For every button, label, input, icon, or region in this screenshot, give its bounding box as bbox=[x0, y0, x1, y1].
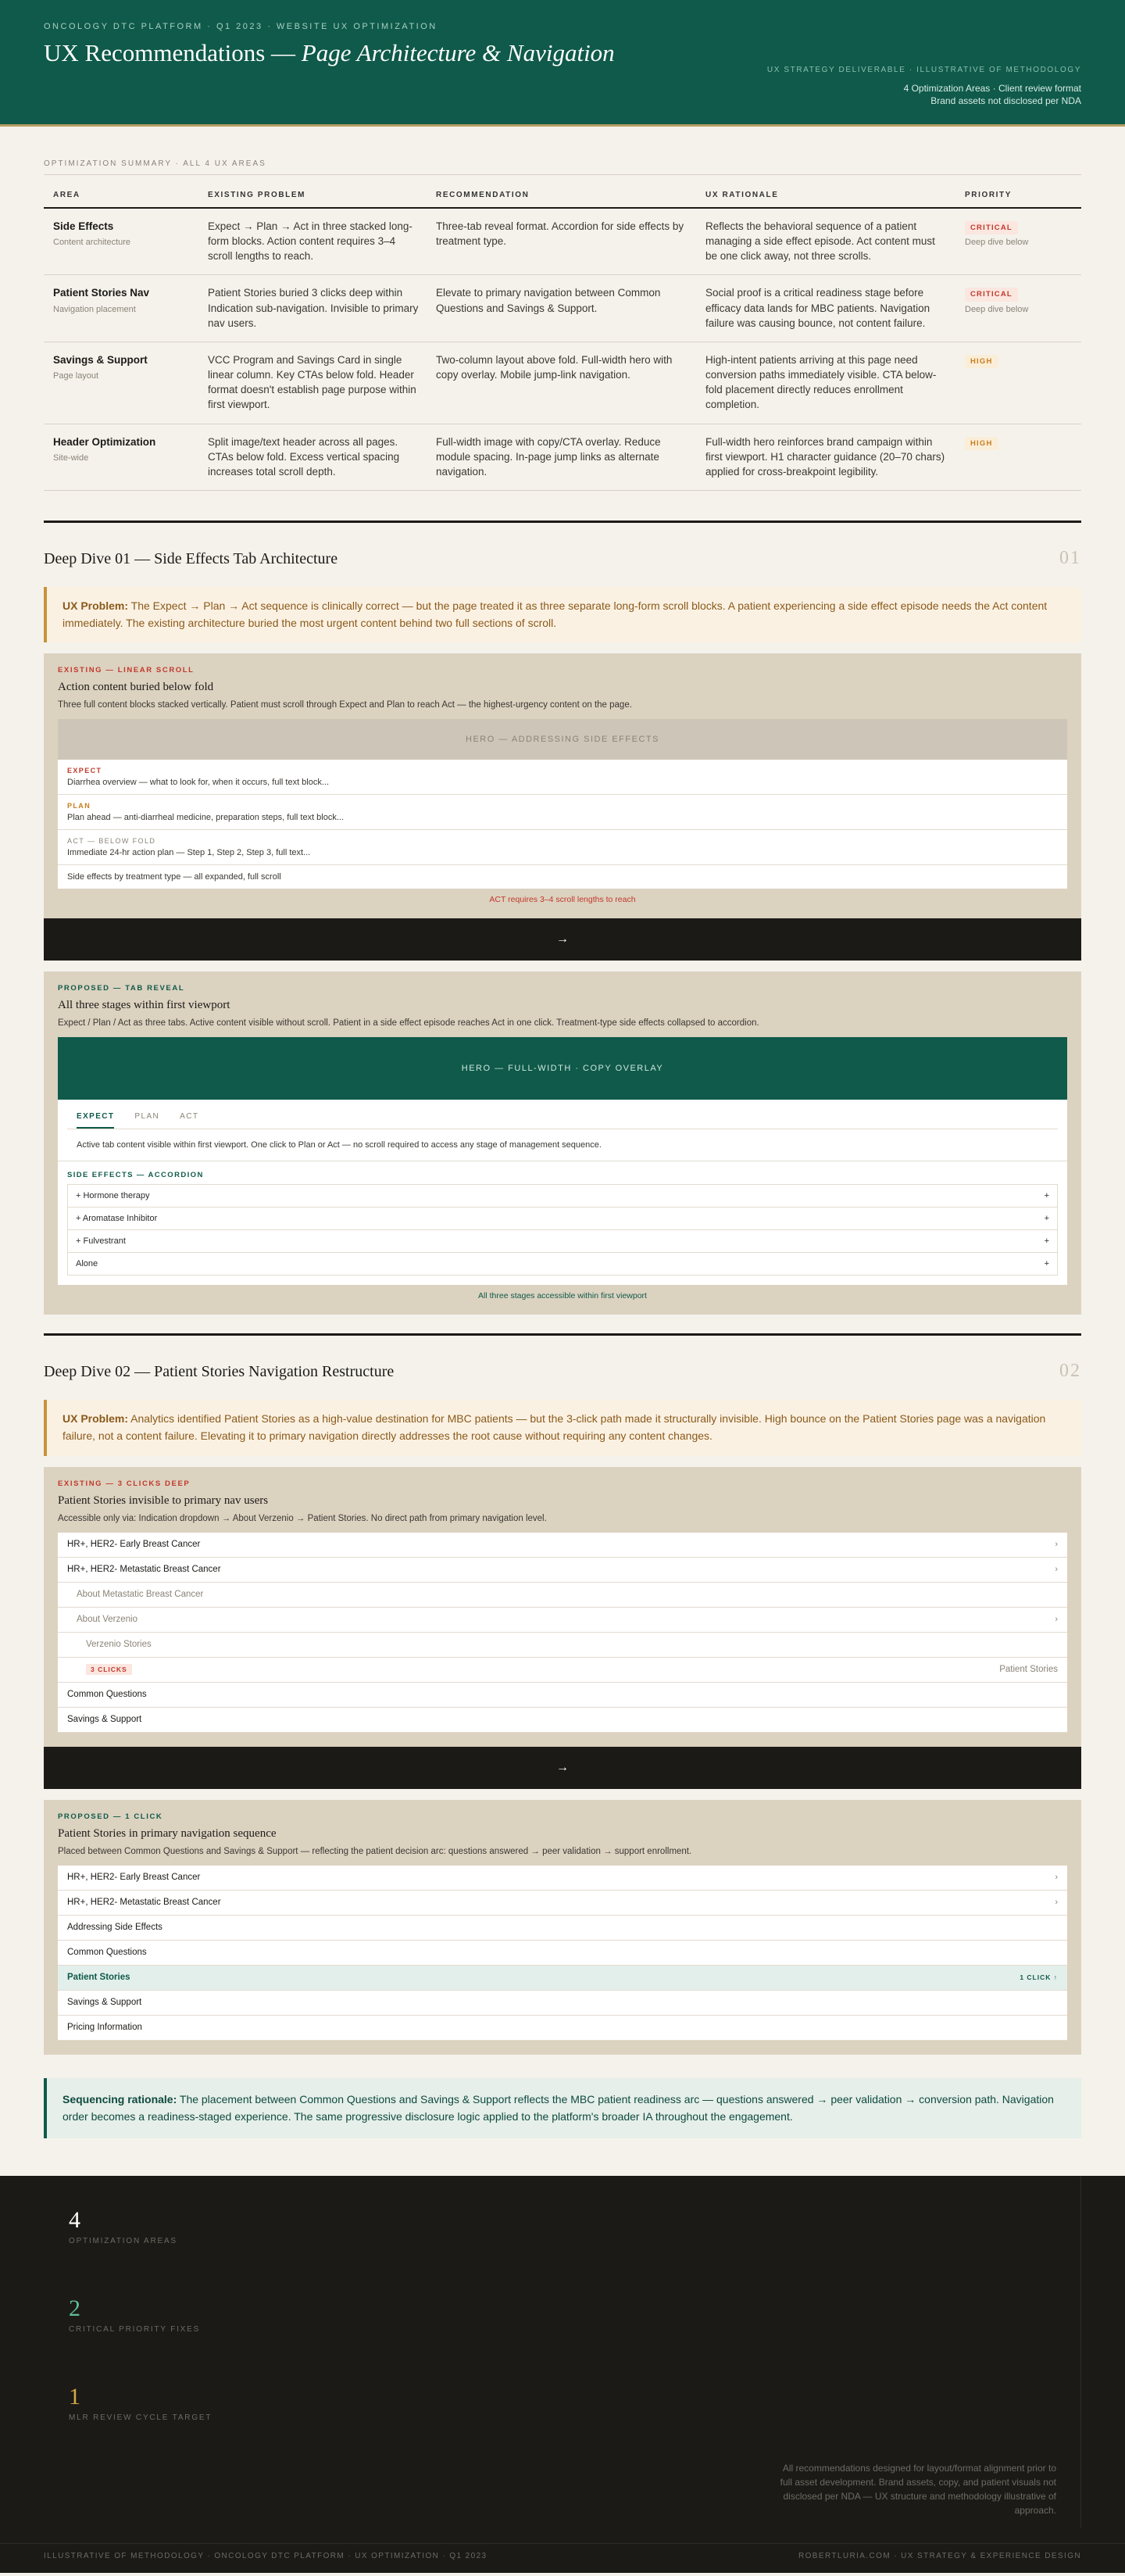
arrow-right-icon: → bbox=[44, 1747, 1081, 1789]
plus-icon: + bbox=[1044, 1214, 1049, 1224]
rationale-cell: Reflects the behavioral sequence of a patient managing a side effect episode. Act content must be one click away, not three scrolls. bbox=[696, 208, 955, 275]
proposed-1-click-panel bbox=[44, 1800, 1081, 2055]
block-act: ACT — BELOW FOLD Immediate 24-hr action plan — Step 1, Step 2, Step 3, full text... bbox=[58, 830, 1067, 865]
column-header: AREA bbox=[44, 191, 198, 208]
section-divider bbox=[44, 521, 1081, 523]
panel-label: EXISTING — LINEAR SCROLL bbox=[58, 666, 195, 675]
table-row bbox=[44, 208, 1081, 275]
nav-subitem[interactable]: 3 CLICKS Patient Stories bbox=[58, 1658, 1067, 1683]
panel-desc: Three full content blocks stacked vertically. Patient must scroll through Expect and Plan to reach Act — the highest-urgency content on the page. bbox=[58, 700, 632, 710]
table-row bbox=[44, 424, 1081, 490]
priority-cell bbox=[955, 208, 1081, 275]
hero-placeholder: HERO — ADDRESSING SIDE EFFECTS bbox=[58, 719, 1067, 760]
arrow-right-icon: → bbox=[44, 918, 1081, 961]
priority-note: Deep dive below bbox=[965, 304, 1029, 314]
problem-cell: Split image/text header across all pages. CTAs below fold. Excess vertical spacing increases total scroll depth. bbox=[198, 424, 427, 490]
nav-item[interactable]: HR+, HER2- Early Breast Cancer › bbox=[58, 1533, 1067, 1558]
block-plan: PLAN Plan ahead — anti-diarrheal medicine, preparation steps, full text block... bbox=[58, 795, 1067, 830]
chevron-right-icon: › bbox=[1055, 1898, 1058, 1908]
block-side-effects: Side effects by treatment type — all expanded, full scroll bbox=[67, 872, 281, 882]
stat-optimization-areas: 4 OPTIMIZATION AREAS bbox=[69, 2206, 177, 2245]
proposed-nav-mockup bbox=[58, 1866, 1067, 2041]
page-header bbox=[0, 0, 1125, 127]
panel-desc: Placed between Common Questions and Savings & Support — reflecting the patient decision arc: questions answered → peer validation → support enrollment. bbox=[58, 1846, 692, 1856]
deep-dive-1-title: Deep Dive 01 — Side Effects Tab Architecture bbox=[44, 550, 338, 568]
footer-note: All recommendations designed for layout/format alignment prior to full asset development. Brand assets, copy, and patient visuals not disclosed per NDA — UX structure and methodology illustrative of approach. bbox=[780, 2462, 1056, 2516]
panel-title: Action content buried below fold bbox=[58, 681, 214, 694]
column-header: EXISTING PROBLEM bbox=[198, 191, 427, 208]
deep-dive-1-number: 01 bbox=[1059, 548, 1081, 569]
nav-item[interactable]: Common Questions bbox=[58, 1941, 1067, 1966]
tab-mockup bbox=[58, 1100, 1067, 1285]
nav-item[interactable]: Pricing Information bbox=[58, 2016, 1067, 2041]
nav-item[interactable]: HR+, HER2- Metastatic Breast Cancer › bbox=[58, 1891, 1067, 1916]
chevron-right-icon: › bbox=[1055, 1873, 1058, 1883]
ux-problem-callout: UX Problem: Analytics identified Patient Stories as a high-value destination for MBC patients — but the 3-click path made it structurally invisible. High bounce on the Patient Stories page was a navigation failure, not a content failure. Elevating it to primary navigation directly addresses the root cause without requiring any content changes. bbox=[44, 1400, 1081, 1455]
footer-divider bbox=[1080, 2176, 1081, 2528]
column-header: RECOMMENDATION bbox=[427, 191, 696, 208]
area-cell: Side Effects Content architecture bbox=[44, 208, 198, 275]
panel-label: PROPOSED — 1 CLICK bbox=[58, 1812, 163, 1821]
recommendation-cell: Elevate to primary navigation between Common Questions and Savings & Support. bbox=[427, 275, 696, 342]
panel-caption: All three stages accessible within first viewport bbox=[478, 1291, 647, 1301]
deep-dive-2-header bbox=[44, 1361, 1081, 1384]
priority-cell bbox=[955, 275, 1081, 342]
nav-item-patient-stories[interactable]: Patient Stories 1 CLICK ↑ bbox=[58, 1966, 1067, 1991]
clicks-badge: 3 CLICKS bbox=[86, 1664, 132, 1675]
recommendation-cell: Two-column layout above fold. Full-width hero with copy overlay. Mobile jump-link navigation. bbox=[427, 342, 696, 424]
panel-desc: Expect / Plan / Act as three tabs. Active content visible without scroll. Patient in a side effect episode reaches Act in one click. Treatment-type side effects collapsed to accordion. bbox=[58, 1018, 759, 1029]
priority-badge: CRITICAL bbox=[965, 288, 1018, 301]
priority-cell bbox=[955, 424, 1081, 490]
recommendation-cell: Full-width image with copy/CTA overlay. Reduce module spacing. In-page jump links as alternate navigation. bbox=[427, 424, 696, 490]
existing-nav-mockup bbox=[58, 1533, 1067, 1733]
accordion-label: SIDE EFFECTS — ACCORDION bbox=[67, 1171, 204, 1180]
rationale-cell: Full-width hero reinforces brand campaign within first viewport. H1 character guidance (20–70 chars) applied for cross-breakpoint legibility. bbox=[696, 424, 955, 490]
nav-item[interactable]: HR+, HER2- Early Breast Cancer › bbox=[58, 1866, 1067, 1891]
priority-cell bbox=[955, 342, 1081, 424]
tab-act[interactable]: ACT bbox=[180, 1112, 199, 1122]
panel-title: All three stages within first viewport bbox=[58, 999, 230, 1012]
nav-item[interactable]: Common Questions bbox=[58, 1683, 1067, 1708]
proposed-tab-reveal-panel bbox=[44, 971, 1081, 1315]
header-meta-line-2: Brand assets not disclosed per NDA bbox=[930, 95, 1081, 106]
header-meta-line-1: 4 Optimization Areas · Client review format bbox=[903, 83, 1081, 94]
nav-item[interactable]: Savings & Support bbox=[58, 1708, 1067, 1733]
table-row bbox=[44, 342, 1081, 424]
area-cell: Patient Stories Nav Navigation placement bbox=[44, 275, 198, 342]
page-title: UX Recommendations — Page Architecture & Navigation bbox=[44, 39, 615, 66]
nav-subitem[interactable]: About Metastatic Breast Cancer bbox=[58, 1583, 1067, 1608]
accordion-item[interactable]: + Fulvestrant + bbox=[68, 1230, 1057, 1253]
chevron-right-icon: › bbox=[1055, 1565, 1058, 1575]
tab-content: Active tab content visible within first viewport. One click to Plan or Act — no scroll required to access any stage of management sequence. bbox=[58, 1129, 1067, 1161]
summary-table bbox=[44, 191, 1081, 491]
problem-cell: Patient Stories buried 3 clicks deep within Indication sub-navigation. Invisible to primary nav users. bbox=[198, 275, 427, 342]
priority-badge: HIGH bbox=[965, 437, 998, 450]
stat-mlr-cycle: 1 MLR REVIEW CYCLE TARGET bbox=[69, 2383, 212, 2422]
deep-dive-1-header bbox=[44, 548, 1081, 571]
header-eyebrow: ONCOLOGY DTC PLATFORM · Q1 2023 · WEBSITE UX OPTIMIZATION bbox=[44, 22, 438, 31]
footer-site-link[interactable]: ROBERTLURIA.COM · UX STRATEGY & EXPERIENCE DESIGN bbox=[798, 2551, 1081, 2560]
nav-item[interactable]: HR+, HER2- Metastatic Breast Cancer › bbox=[58, 1558, 1067, 1583]
priority-badge: CRITICAL bbox=[965, 221, 1018, 234]
deliverable-label: UX STRATEGY DELIVERABLE · ILLUSTRATIVE OF METHODOLOGY bbox=[766, 66, 1081, 74]
existing-3-clicks-panel bbox=[44, 1467, 1081, 1747]
click-badge: 1 CLICK ↑ bbox=[1020, 1973, 1058, 1982]
panel-caption: ACT requires 3–4 scroll lengths to reach bbox=[489, 895, 636, 905]
nav-subitem[interactable]: Verzenio Stories bbox=[58, 1633, 1067, 1658]
existing-linear-scroll-panel bbox=[44, 653, 1081, 918]
priority-badge: HIGH bbox=[965, 355, 998, 368]
area-cell: Header Optimization Site-wide bbox=[44, 424, 198, 490]
panel-title: Patient Stories in primary navigation sequence bbox=[58, 1826, 277, 1840]
problem-cell: Expect → Plan → Act in three stacked long-form blocks. Action content requires 3–4 scroll lengths to reach. bbox=[198, 208, 427, 275]
recommendation-cell: Three-tab reveal format. Accordion for side effects by treatment type. bbox=[427, 208, 696, 275]
footer-bar bbox=[0, 2543, 1125, 2568]
problem-cell: VCC Program and Savings Card in single linear column. Key CTAs below fold. Header format doesn't establish page purpose within first viewport. bbox=[198, 342, 427, 424]
chevron-right-icon: › bbox=[1055, 1540, 1058, 1550]
tab-bar bbox=[67, 1100, 1058, 1129]
accordion-item[interactable]: + Hormone therapy + bbox=[68, 1185, 1057, 1208]
plus-icon: + bbox=[1044, 1259, 1049, 1269]
panel-title: Patient Stories invisible to primary nav users bbox=[58, 1494, 269, 1507]
column-header: UX RATIONALE bbox=[696, 191, 955, 208]
panel-label: EXISTING — 3 CLICKS DEEP bbox=[58, 1479, 191, 1488]
tab-plan[interactable]: PLAN bbox=[134, 1112, 160, 1122]
footer-left-text: ILLUSTRATIVE OF METHODOLOGY · ONCOLOGY DTC PLATFORM · UX OPTIMIZATION · Q1 2023 bbox=[44, 2551, 488, 2560]
nav-item[interactable]: Addressing Side Effects bbox=[58, 1916, 1067, 1941]
plus-icon: + bbox=[1044, 1191, 1049, 1201]
accordion-item[interactable]: + Aromatase Inhibitor + bbox=[68, 1208, 1057, 1230]
nav-item[interactable]: Savings & Support bbox=[58, 1991, 1067, 2016]
stat-critical-fixes: 2 CRITICAL PRIORITY FIXES bbox=[69, 2295, 201, 2334]
ux-problem-callout: UX Problem: The Expect → Plan → Act sequence is clinically correct — but the page treated it as three separate long-form scroll blocks. A patient experiencing a side effect episode needs the Act content immediately. The existing architecture buried the most urgent content behind two full sections of scroll. bbox=[44, 587, 1081, 642]
area-cell: Savings & Support Page layout bbox=[44, 342, 198, 424]
plus-icon: + bbox=[1044, 1236, 1049, 1247]
deep-dive-2-title: Deep Dive 02 — Patient Stories Navigation Restructure bbox=[44, 1363, 395, 1381]
priority-note: Deep dive below bbox=[965, 238, 1029, 248]
section-divider bbox=[44, 1333, 1081, 1336]
deep-dive-2-number: 02 bbox=[1059, 1361, 1081, 1382]
rationale-cell: High-intent patients arriving at this page need conversion paths immediately visible. CTA below-fold placement directly reduces enrollment completion. bbox=[696, 342, 955, 424]
column-header: PRIORITY bbox=[955, 191, 1081, 208]
panel-desc: Accessible only via: Indication dropdown → About Verzenio → Patient Stories. No direct path from primary navigation level. bbox=[58, 1513, 547, 1523]
tab-expect[interactable]: EXPECT bbox=[77, 1112, 114, 1129]
accordion-item[interactable]: Alone + bbox=[76, 1259, 1049, 1269]
hero-placeholder: HERO — FULL-WIDTH · COPY OVERLAY bbox=[58, 1037, 1067, 1100]
block-expect: EXPECT Diarrhea overview — what to look for, when it occurs, full text block... bbox=[58, 760, 1067, 795]
chevron-right-icon: › bbox=[1055, 1615, 1058, 1625]
rationale-cell: Social proof is a critical readiness stage before efficacy data lands for MBC patients. Navigation failure was causing bounce, not content failure. bbox=[696, 275, 955, 342]
panel-label: PROPOSED — TAB REVEAL bbox=[58, 984, 185, 993]
side-effects-accordion bbox=[67, 1184, 1058, 1275]
content-blocks bbox=[58, 760, 1067, 889]
summary-label: OPTIMIZATION SUMMARY · ALL 4 UX AREAS bbox=[44, 159, 1081, 175]
table-row bbox=[44, 275, 1081, 342]
footer bbox=[0, 2176, 1125, 2573]
nav-subitem[interactable]: About Verzenio › bbox=[58, 1608, 1067, 1633]
sequencing-rationale-callout: Sequencing rationale: The placement between Common Questions and Savings & Support reflects the MBC patient readiness arc — questions answered → peer validation → conversion path. Navigation order becomes a readiness-staged experience. The same progressive disclosure logic applied to the platform's broader IA throughout the engagement. bbox=[44, 2078, 1081, 2138]
